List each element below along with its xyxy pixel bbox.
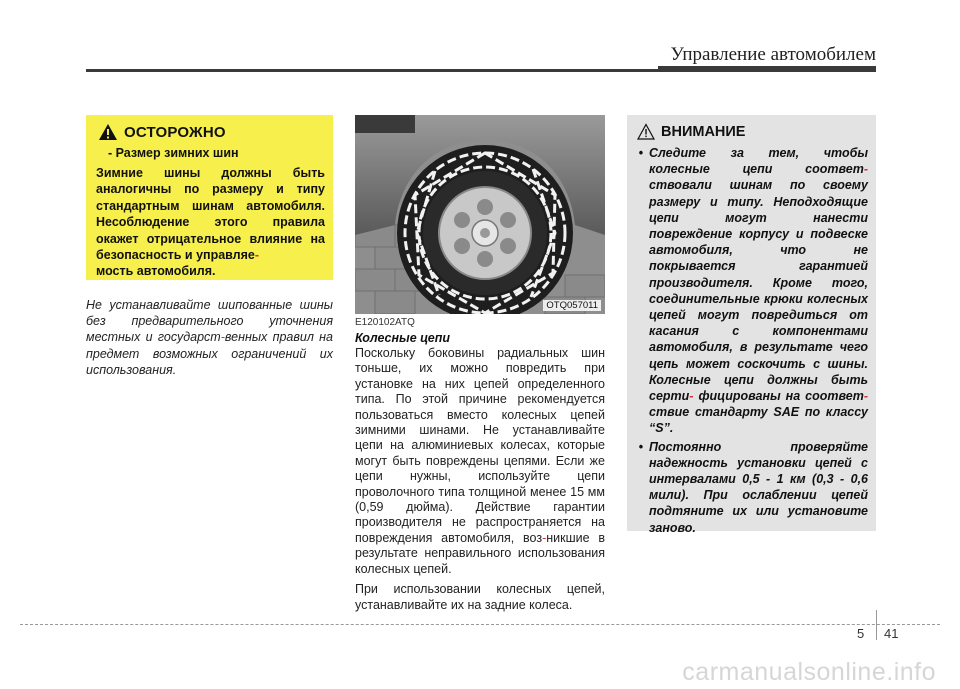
warning-title: ОСТОРОЖНО: [124, 123, 226, 141]
paragraph-1: Поскольку боковины радиальных шин тоньше, их можно повредить при установке на них цепей определенного типа. По этой причине рекомендуется пользоваться вместо колесных цепей зимними шинами. Не устанавливайте цепи на алюминиевых колесах, которые могут быть повреждены цепями. Если же цепи нужны, используйте цепи проволочного типа толщиной менее 15 мм (0,59 дюйма). Действие гарантии производителя не распространяется на повреждения автомобиля, воз-никшие в результате неправильного использования колесных цепей.: [355, 346, 605, 576]
bullet: •: [638, 439, 644, 454]
tire-chain-photo: [355, 115, 605, 314]
caution-item: [633, 439, 868, 536]
page-header-title: Управление автомобилем: [670, 44, 876, 65]
caution-item: [633, 145, 868, 437]
footer-divider: [876, 610, 877, 640]
caution-item-text: Постоянно проверяйте надежность установки цепей с интервалами 0,5 - 1 км (0,3 - 0,6 мили). При ослаблении цепей подтяните их или установите заново.: [649, 439, 868, 535]
paragraph-2: При использовании колесных цепей, устанавливайте их на задние колеса.: [355, 582, 605, 612]
warning-box: [86, 115, 333, 280]
chapter-number: 5: [857, 626, 865, 641]
caution-item-text: Следите за тем, чтобы колесные цепи соответ- ствовали шинам по своему размеру и типу. Неподходящие цепи могут нанести повреждение корпусу и подвеске автомобиля, что не покрывается гарантией производителя. Кроме того, соединительные крюки колесных цепей могут повредиться от касания с компонентами автомобиля, в результате чего цепь может соскочить с шины. Колесные цепи должны быть серти- фицированы на соответ- ствие стандарту SAE по классу “S”.: [649, 146, 868, 436]
section-body: [355, 346, 605, 618]
section-heading: Колесные цепи: [355, 331, 450, 345]
warning-body: Зимние шины должны быть аналогичны по размеру и типу стандартным шинам автомобиля. Несоблюдение этого правила окажет отрицательное влияние на безопасность и управляе- мость автомобиля.: [96, 166, 325, 279]
caution-box: [627, 115, 876, 535]
caution-list: [633, 145, 868, 538]
footer-rule: [20, 624, 940, 625]
caution-triangle-icon: [637, 123, 655, 140]
tire-chain-illustration: [355, 115, 605, 314]
photo-code: OTQ057011: [543, 300, 601, 311]
caution-header: [637, 123, 745, 140]
section-code: E120102ATQ: [355, 317, 415, 328]
warning-subtitle: - Размер зимних шин: [108, 146, 239, 160]
watermark: carmanualsonline.info: [682, 658, 936, 686]
caution-title: ВНИМАНИЕ: [661, 123, 746, 140]
warning-header: [98, 123, 226, 141]
studded-tires-note: Не устанавливайте шипованные шины без предварительного уточнения местных и государст-венных правил на предмет возможных ограничений их использования.: [86, 298, 333, 377]
warning-triangle-icon: [98, 123, 118, 141]
header-rule-accent: [658, 66, 876, 72]
page-number: 41: [884, 626, 899, 641]
bullet: •: [638, 146, 644, 160]
